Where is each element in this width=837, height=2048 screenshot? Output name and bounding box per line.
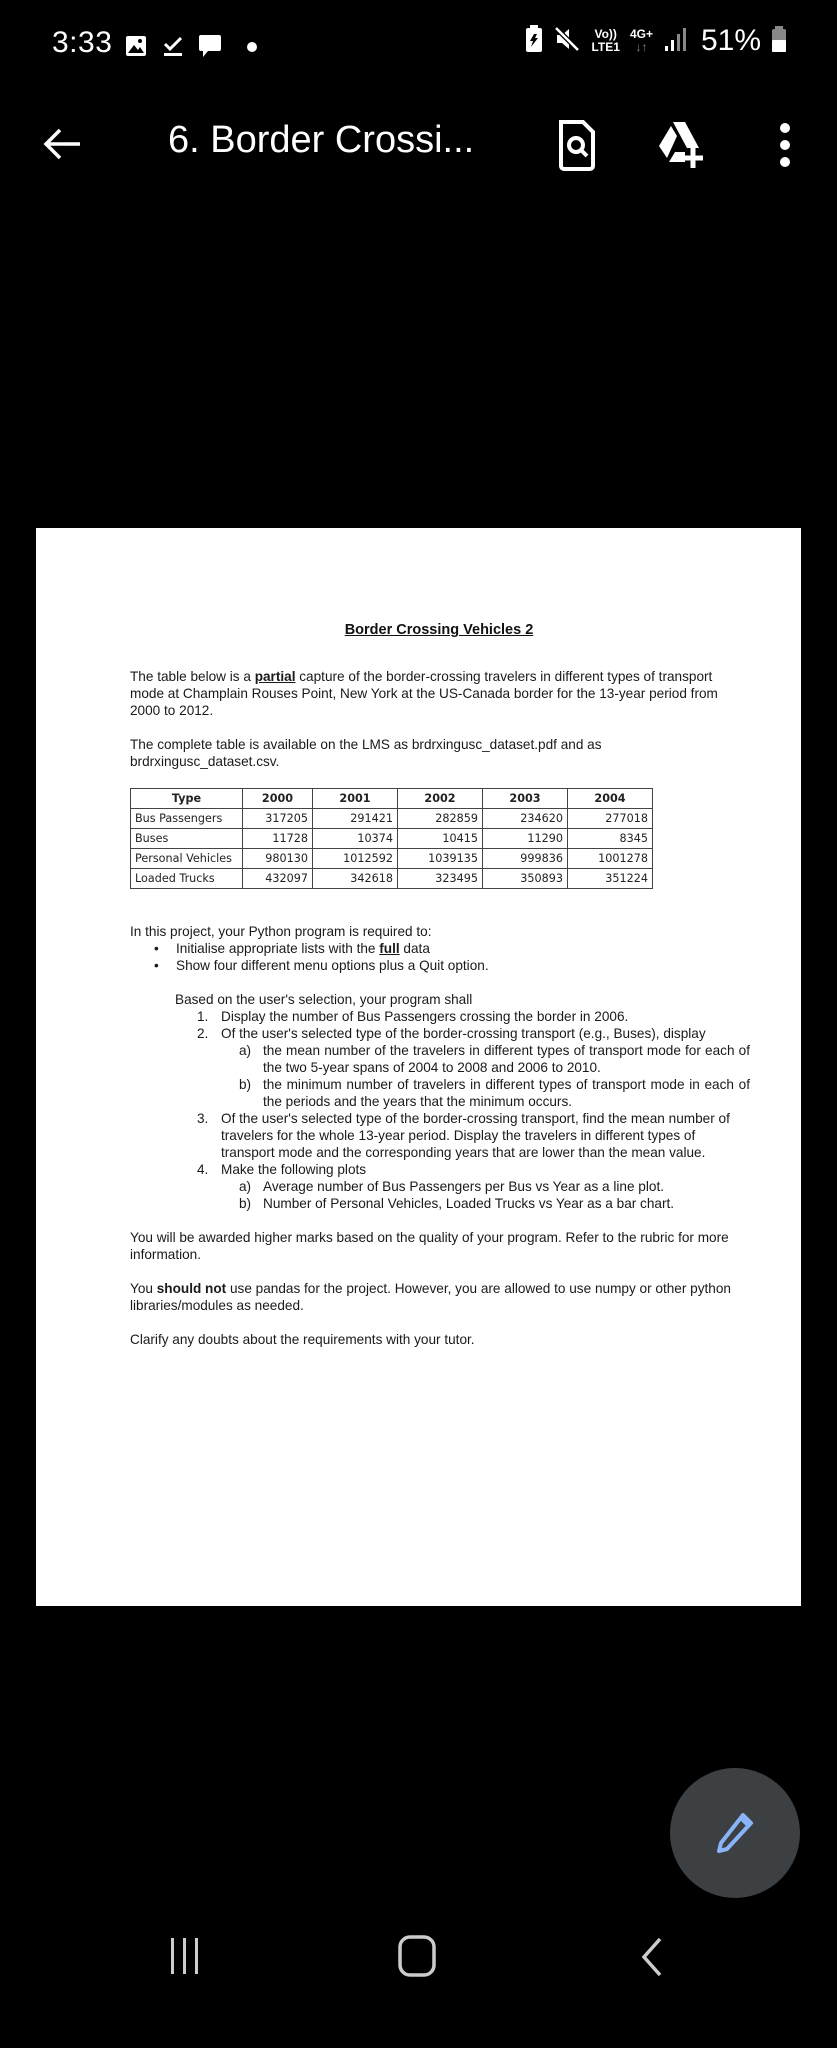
document-heading: Border Crossing Vehicles 2 — [344, 622, 534, 638]
table-row — [131, 829, 653, 849]
table-header-row — [131, 789, 653, 809]
message-icon — [198, 33, 222, 64]
lettered-list — [239, 1178, 750, 1212]
lettered-item: b) the minimum number of travelers in different types of transport mode in each of the periods and the years that the minimum occurs. — [239, 1077, 750, 1109]
numbered-item: 1. Display the number of Bus Passengers crossing the border in 2006. — [197, 1009, 629, 1024]
header-year: 2004 — [568, 789, 653, 809]
header-year: 2000 — [243, 789, 313, 809]
nav-back-button[interactable] — [636, 1936, 666, 1978]
status-time: 3:33 — [52, 26, 113, 59]
cell-value: 350893 — [483, 869, 568, 889]
header-year: 2003 — [483, 789, 568, 809]
notification-dot-icon — [236, 40, 260, 58]
cell-value: 282859 — [398, 809, 483, 829]
add-to-drive-button[interactable] — [655, 118, 705, 172]
recent-apps-icon — [165, 1936, 205, 1976]
chevron-left-icon — [636, 1936, 666, 1978]
battery-percent: 51% — [700, 24, 761, 57]
document-title: 6. Border Crossi... — [168, 119, 475, 161]
cell-value: 10415 — [398, 829, 483, 849]
lettered-item: a) the mean number of the travelers in different types of transport mode for each of the two 5-year spans of 2004 to 2008 and 2006 to 2010. — [239, 1043, 750, 1075]
intro-paragraph: The table below is a partial capture of the border-crossing travelers in different types of transport mode at Champlain Rouses Point, New York at the US-Canada border for the 13-year period from 2000 to 2012. — [130, 669, 718, 718]
cell-value: 432097 — [243, 869, 313, 889]
signal-icon — [663, 26, 687, 57]
arrow-back-icon — [40, 122, 84, 166]
numbered-list — [197, 1008, 750, 1212]
status-bar — [0, 0, 837, 90]
table-row — [131, 869, 653, 889]
cell-value: 8345 — [568, 829, 653, 849]
find-in-document-button[interactable] — [555, 118, 599, 172]
requirements-bullets — [154, 940, 750, 974]
app-bar — [0, 100, 837, 190]
header-year: 2002 — [398, 789, 483, 809]
cell-value: 351224 — [568, 869, 653, 889]
based-on-text: Based on the user's selection, your program shall — [175, 992, 473, 1007]
clarify-paragraph: Clarify any doubts about the requirements with your tutor. — [130, 1332, 475, 1347]
home-icon — [396, 1934, 438, 1978]
lettered-item: b) Number of Personal Vehicles, Loaded Trucks vs Year as a bar chart. — [239, 1196, 675, 1211]
document-search-icon — [555, 118, 599, 172]
edit-pencil-icon — [711, 1809, 759, 1857]
lettered-list — [239, 1042, 750, 1110]
gallery-icon — [124, 34, 148, 63]
more-options-button[interactable] — [775, 120, 795, 170]
cell-value: 11728 — [243, 829, 313, 849]
cell-value: 10374 — [313, 829, 398, 849]
document-page[interactable] — [36, 528, 801, 1606]
drive-add-icon — [655, 118, 705, 172]
page-content — [130, 622, 750, 1348]
back-button[interactable] — [40, 122, 84, 166]
emphasis-should-not: should not — [156, 1281, 227, 1296]
dataset-paragraph: The complete table is available on the LMS as brdrxingusc_dataset.pdf and as brdrxingusc_dataset.csv. — [130, 737, 602, 769]
cell-value: 317205 — [243, 809, 313, 829]
marks-paragraph: You will be awarded higher marks based on the quality of your program. Refer to the rubric for more information. — [130, 1230, 729, 1262]
header-type: Type — [131, 789, 243, 809]
data-table — [130, 788, 653, 889]
bullet-item: • Initialise appropriate lists with the full data — [154, 940, 750, 957]
system-status-icons — [525, 24, 787, 58]
cell-value: 11290 — [483, 829, 568, 849]
cell-value: 291421 — [313, 809, 398, 829]
cell-value: 234620 — [483, 809, 568, 829]
row-type: Bus Passengers — [131, 809, 243, 829]
cell-value: 980130 — [243, 849, 313, 869]
row-type: Loaded Trucks — [131, 869, 243, 889]
numbered-item: 3. Of the user's selected type of the border-crossing transport, find the mean number of travelers for the whole 13-year period. Display the travelers in different types of transport mode and the corresponding years that are lower than the mean value. — [197, 1111, 730, 1160]
download-done-icon — [162, 34, 184, 63]
bullet-item: • Show four different menu options plus a Quit option. — [154, 957, 750, 974]
cell-value: 1012592 — [313, 849, 398, 869]
table-row — [131, 849, 653, 869]
row-type: Buses — [131, 829, 243, 849]
program-requirements — [175, 991, 750, 1212]
row-type: Personal Vehicles — [131, 849, 243, 869]
emphasis-partial: partial — [254, 669, 296, 684]
cell-value: 277018 — [568, 809, 653, 829]
battery-icon — [771, 25, 787, 58]
requirements-intro: In this project, your Python program is required to: — [130, 924, 432, 939]
notification-icons — [124, 33, 260, 64]
cell-value: 1001278 — [568, 849, 653, 869]
recent-apps-button[interactable] — [165, 1936, 205, 1976]
cell-value: 342618 — [313, 869, 398, 889]
cell-value: 323495 — [398, 869, 483, 889]
more-vert-icon — [775, 120, 795, 170]
network-type-indicator: 4G+ ↓↑ — [629, 27, 653, 54]
table-row — [131, 809, 653, 829]
battery-saver-icon — [525, 25, 543, 58]
home-button[interactable] — [396, 1934, 438, 1978]
mute-icon — [553, 25, 581, 58]
edit-fab-button[interactable] — [670, 1768, 800, 1898]
pandas-paragraph: You should not use pandas for the project. However, you are allowed to use numpy or other python libraries/modules as needed. — [130, 1281, 731, 1313]
volte-indicator: Vo)) LTE1 — [591, 27, 620, 54]
cell-value: 1039135 — [398, 849, 483, 869]
cell-value: 999836 — [483, 849, 568, 869]
numbered-item: 2. Of the user's selected type of the border-crossing transport (e.g., Buses), display a) the mean number of the travelers in different types of transport mode for each of the two 5-year spans of 2004 to 2008 and 2006 to 2010. b) the minimum number of travelers in different types of transport mode in each of the periods and the years that the minimum occurs. — [197, 1026, 750, 1109]
emphasis-full: full — [379, 941, 400, 956]
lettered-item: a) Average number of Bus Passengers per Bus vs Year as a line plot. — [239, 1179, 665, 1194]
system-nav-bar — [0, 1930, 837, 2020]
header-year: 2001 — [313, 789, 398, 809]
numbered-item: 4. Make the following plots a) Average number of Bus Passengers per Bus vs Year as a line plot. b) Number of Personal Vehicles, Loaded Trucks vs Year as a bar chart. — [197, 1161, 750, 1212]
